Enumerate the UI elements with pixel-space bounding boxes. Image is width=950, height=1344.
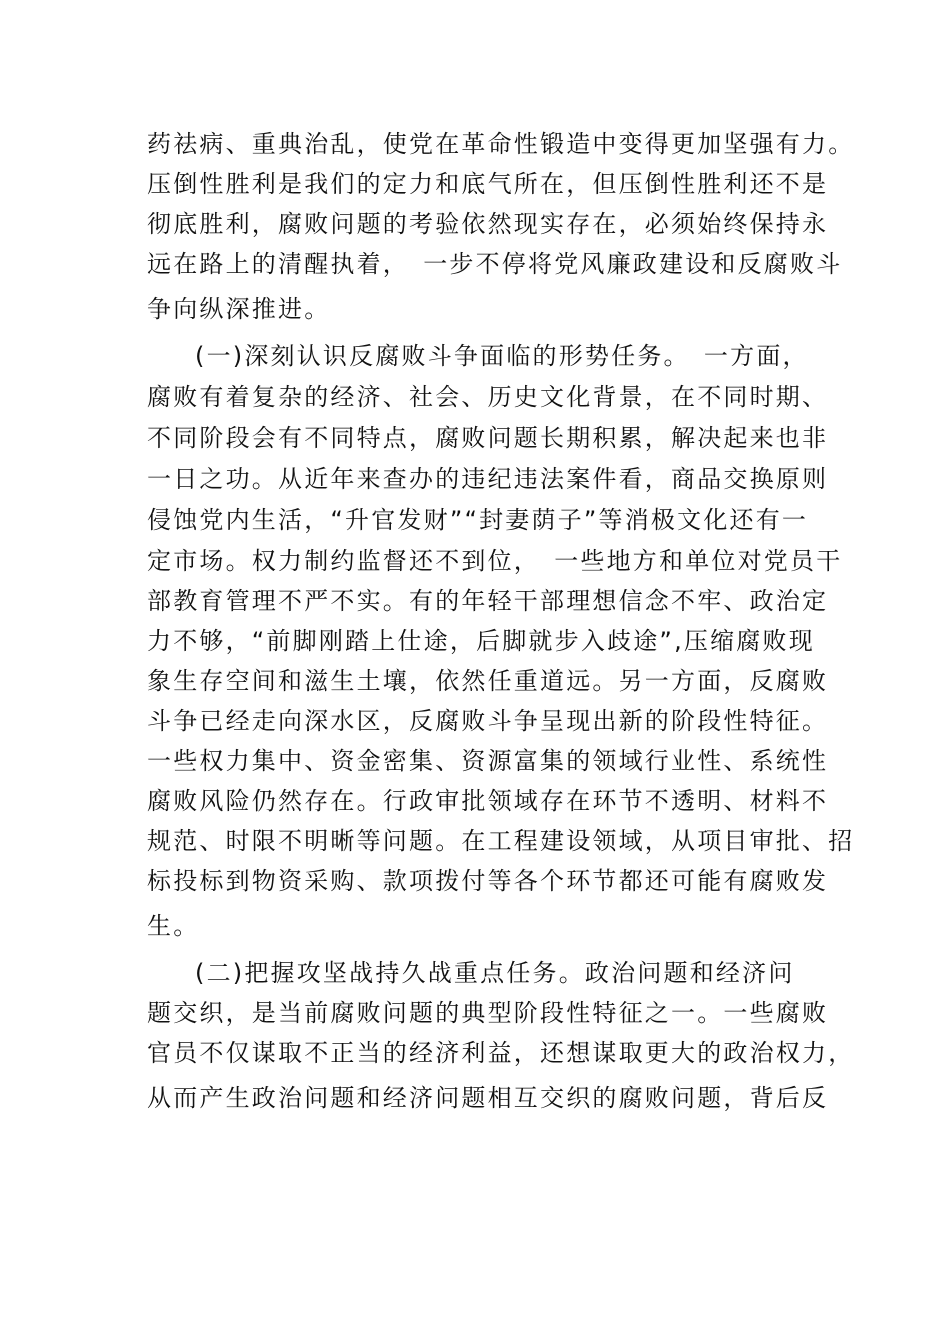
text-line: 远在路上的清醒执着， 一步不停将党风廉政建设和反腐败斗 — [147, 250, 843, 278]
text-line: 题交织，是当前腐败问题的典型阶段性特征之一。一些腐败 — [147, 999, 829, 1027]
text-line: 定市场。权力制约监督还不到位， 一些地方和单位对党员干 — [147, 547, 843, 575]
text-line: 腐败风险仍然存在。行政审批领域存在环节不透明、材料不 — [147, 787, 829, 815]
text-line: 不同阶段会有不同特点，腐败问题长期积累，解决起来也非 — [147, 424, 829, 452]
text-line: 官员不仅谋取不正当的经济利益，还想谋取更大的政治权力， — [147, 1039, 855, 1067]
text-line: 部教育管理不严不实。有的年轻干部理想信念不牢、政治定 — [147, 587, 829, 615]
text-line: 压倒性胜利是我们的定力和底气所在，但压倒性胜利还不是 — [147, 170, 829, 198]
text-line: 标投标到物资采购、款项拨付等各个环节都还可能有腐败发 — [147, 867, 829, 895]
section-heading-2: (二)把握攻坚战持久战重点任务。政治问题和经济问 — [195, 959, 795, 987]
text-line: 规范、时限不明晰等问题。在工程建设领域，从项目审批、招 — [147, 827, 855, 855]
text-line: 象生存空间和滋生土壤，依然任重道远。另一方面，反腐败 — [147, 667, 829, 695]
text-line: 从而产生政治问题和经济问题相互交织的腐败问题，背后反 — [147, 1084, 829, 1112]
text-line: 一些权力集中、资金密集、资源富集的领域行业性、系统性 — [147, 747, 829, 775]
text-line: 药祛病、重典治乱，使党在革命性锻造中变得更加坚强有力。 — [147, 130, 855, 158]
text-line: 一日之功。从近年来查办的违纪违法案件看，商品交换原则 — [147, 465, 829, 493]
text-line: 侵蚀党内生活，“升官发财”“封妻荫子”等消极文化还有一 — [147, 506, 809, 534]
section-heading-1: (一)深刻认识反腐败斗争面临的形势任务。 一方面， — [195, 342, 809, 370]
text-line: 彻底胜利，腐败问题的考验依然现实存在，必须始终保持永 — [147, 210, 829, 238]
text-line: 力不够，“前脚刚踏上仕途，后脚就步入歧途”,压缩腐败现 — [147, 627, 815, 655]
text-line: 斗争已经走向深水区，反腐败斗争呈现出新的阶段性特征。 — [147, 707, 829, 735]
text-line: 腐败有着复杂的经济、社会、历史文化背景，在不同时期、 — [147, 383, 829, 411]
text-line: 生。 — [147, 912, 200, 940]
text-line: 争向纵深推进。 — [147, 295, 331, 323]
